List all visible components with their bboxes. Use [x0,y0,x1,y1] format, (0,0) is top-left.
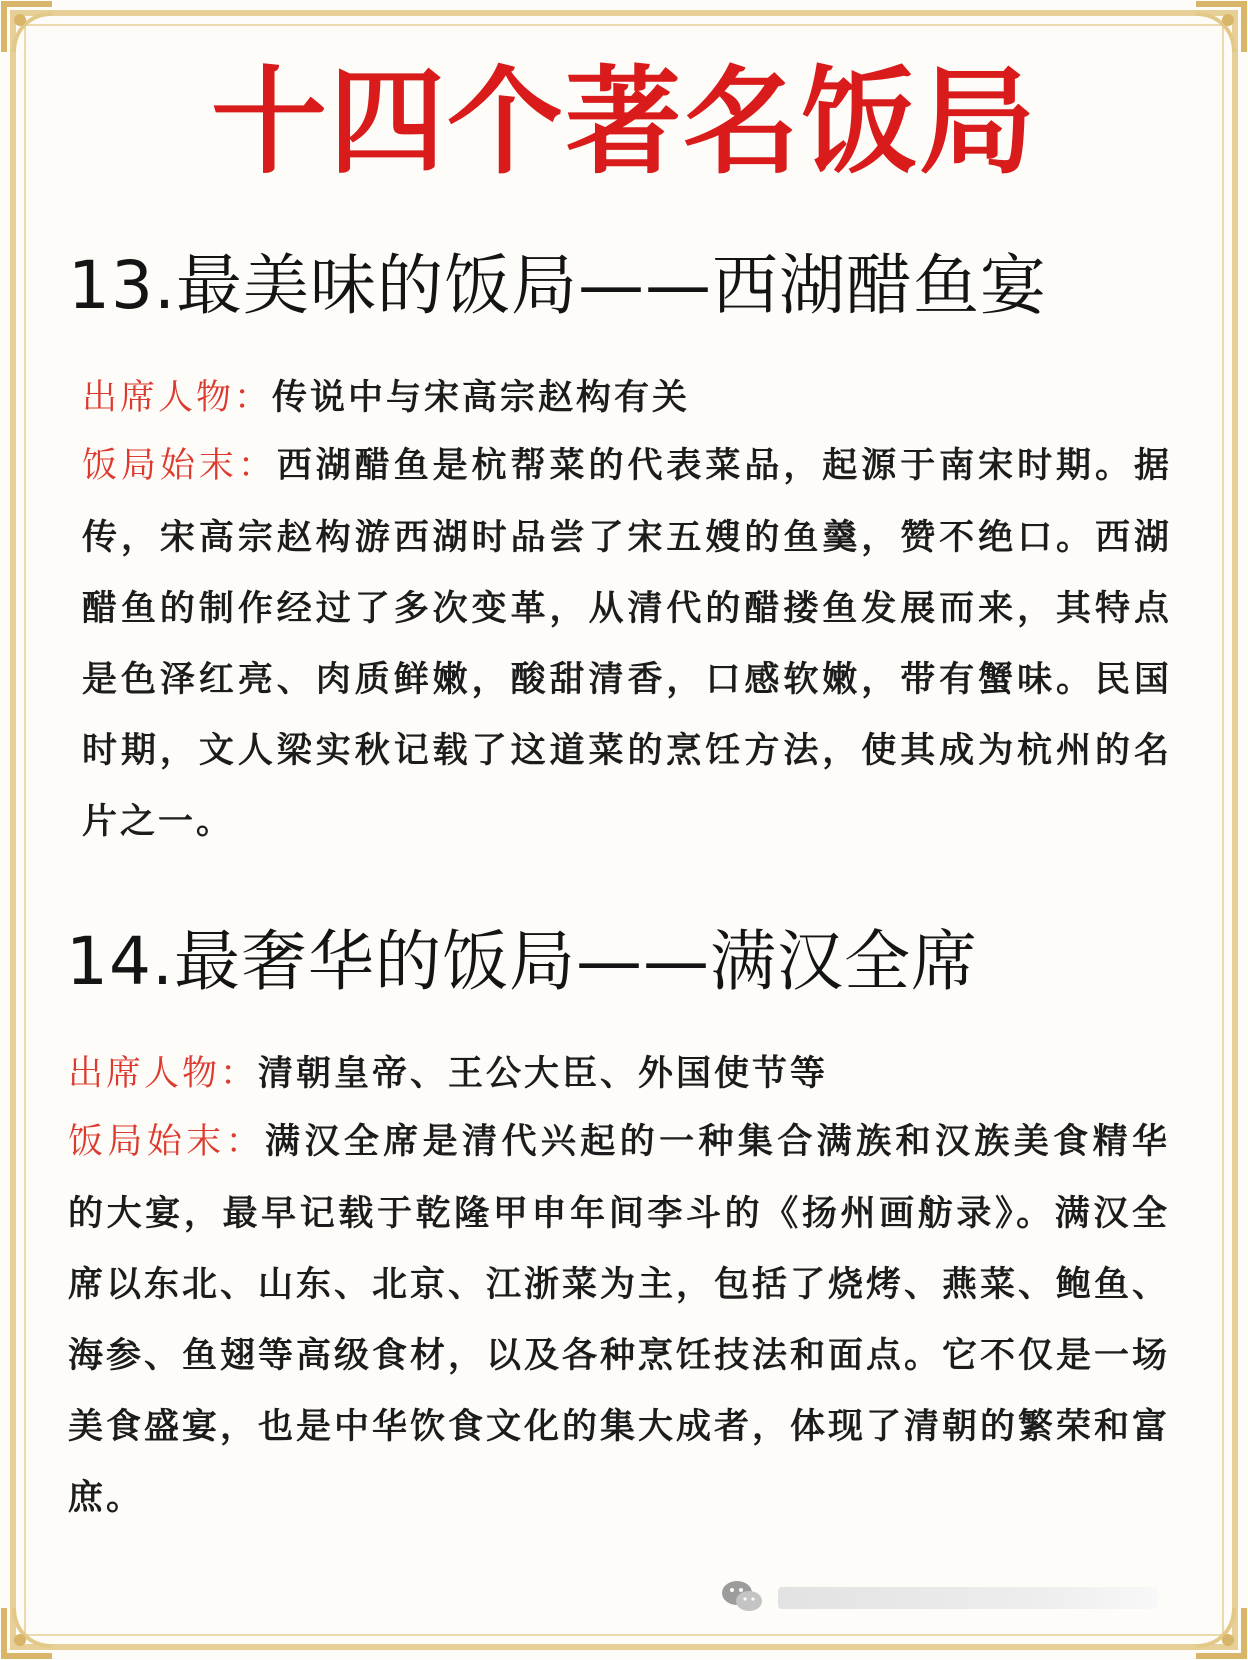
story-label: 饭局始末： [82,446,277,486]
story-text: 满汉全席是清代兴起的一种集合满族和汉族美食精华的大宴，最早记载于乾隆甲申年间李斗的《扬州画舫录》。满汉全席以东北、山东、北京、江浙菜为主，包括了烧烤、燕菜、鲍鱼、海参、鱼翅等高级食材，以及各种烹饪技法和面点。它不仅是一场美食盛宴，也是中华饮食文化的集大成者，体现了清朝的繁荣和富庶。 [68,1121,1171,1518]
watermark-blur [778,1587,1158,1609]
attendees-label: 出席人物： [68,1054,259,1094]
attendees-paragraph [82,362,1172,434]
story-paragraph [68,1106,1170,1533]
attendees-paragraph [68,1038,1170,1110]
corner-ornament [1192,1604,1248,1660]
story-text: 西湖醋鱼是杭帮菜的代表菜品，起源于南宋时期。据传，宋高宗赵构游西湖时品尝了宋五嫂的鱼羹，赞不绝口。西湖醋鱼的制作经过了多次变革，从清代的醋搂鱼发展而来，其特点是色泽红亮、肉质鲜嫩，酸甜清香，口感软嫩，带有蟹味。民国时期，文人梁实秋记载了这道菜的烹饪方法，使其成为杭州的名片之一。 [82,445,1172,842]
story-paragraph [82,430,1172,857]
page-title: 十四个著名饭局 [211,55,1037,190]
story-label: 饭局始末： [68,1122,266,1162]
attendees-label: 出席人物： [82,378,273,418]
watermark [720,1575,1200,1621]
wechat-icon [720,1577,764,1617]
section-heading: 13.最美味的饭局——西湖醋鱼宴 [68,247,1047,324]
section-heading: 14.最奢华的饭局——满汉全席 [66,923,978,1000]
corner-ornament [0,1604,56,1660]
attendees-text: 清朝皇帝、王公大臣、外国使节等 [258,1053,829,1094]
attendees-text: 传说中与宋高宗赵构有关 [272,377,691,418]
